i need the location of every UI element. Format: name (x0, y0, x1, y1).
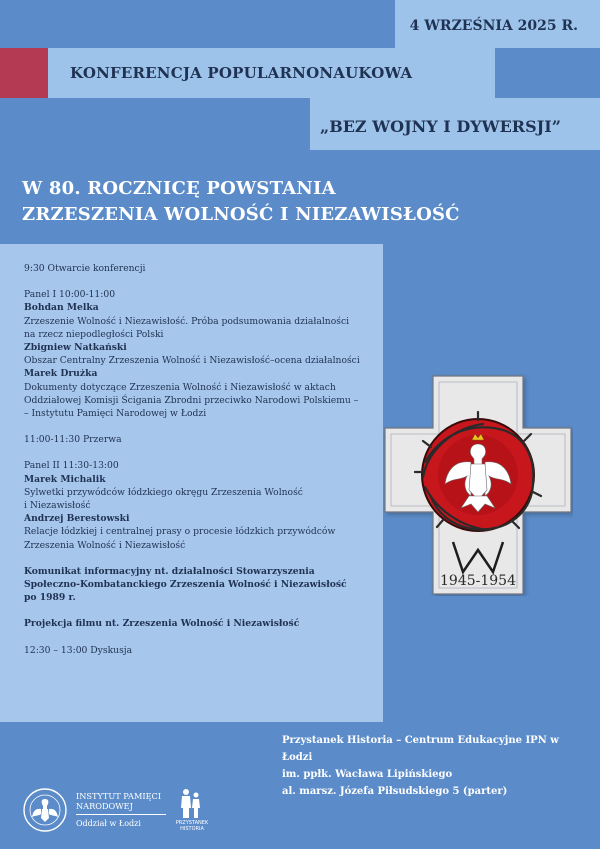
conference-title: KONFERENCJA POPULARNONAUKOWA (70, 64, 413, 82)
przystanek-historia-logo (170, 786, 214, 836)
emblem-years: 1945-1954 (440, 573, 516, 589)
header-accent-square (0, 48, 48, 98)
opening-item: 9:30 Otwarcie konferencji (24, 263, 146, 274)
speaker-name: Bohdan Melka (24, 302, 99, 314)
talk-line: Zrzeszenia Wolność i Niezawisłość (24, 539, 186, 551)
communique-line: Społeczno-Kombatanckiego Zrzeszenia Wolność i Niezawisłość (24, 579, 347, 591)
anniversary-heading (22, 176, 542, 228)
talk-line: Relacje łódzkiej i centralnej prasy o procesie łódzkich przywódców (24, 526, 336, 538)
ipn-seal-icon (22, 787, 68, 833)
talk-line: – Instytutu Pamięci Narodowej w Łodzi (24, 408, 207, 420)
panel2-title: Panel II 11:30-13:00 (24, 460, 119, 472)
anniversary-line-1: W 80. ROCZNICĘ POWSTANIA (22, 178, 336, 199)
film-item: Projekcja filmu nt. Zrzeszenia Wolność i Niezawisłość (24, 618, 300, 630)
panel1-title: Panel I 10:00-11:00 (24, 289, 116, 301)
talk-line: Oddziałowej Komisji Ścigania Zbrodni przeciwko Narodowi Polskiemu – (24, 394, 359, 406)
communique-line: Komunikat informacyjny nt. działalności Stowarzyszenia (24, 565, 315, 577)
cross-icon (383, 372, 573, 596)
talk-line: Zrzeszenie Wolność i Niezawisłość. Próba podsumowania działalności (24, 315, 350, 327)
win-cross-emblem (383, 372, 573, 596)
break-item: 11:00-11:30 Przerwa (24, 434, 122, 446)
program-panel (0, 244, 383, 722)
ipn-divider (76, 814, 166, 815)
talk-line: na rzecz niepodległości Polski (24, 328, 164, 340)
ph-line-1: PRZYSTANEK (175, 820, 209, 826)
ipn-logo (22, 787, 182, 837)
speaker-name: Marek Michalik (24, 473, 106, 485)
talk-line: Sylwetki przywódców łódzkiego okręgu Zrzeszenia Wolność (24, 486, 303, 498)
ph-line-2: HISTORIA (180, 826, 204, 832)
talk-line: Obszar Centralny Zrzeszenia Wolność i Niezawisłość–ocena działalności (24, 355, 360, 367)
communique-line: po 1989 r. (24, 592, 76, 604)
speaker-name: Zbigniew Natkański (24, 342, 127, 354)
conference-subtitle: „BEZ WOJNY I DYWERSJI” (320, 117, 561, 136)
venue-line-1: Przystanek Historia – Centrum Edukacyjne IPN w Łodzi (282, 735, 559, 763)
discussion-item: 12:30 – 13:00 Dyskusja (24, 644, 133, 656)
people-icon (170, 786, 214, 820)
talk-line: i Niezawisłość (24, 500, 91, 512)
ipn-name-line-2: NARODOWEJ (76, 801, 133, 811)
ipn-name (76, 791, 176, 811)
anniversary-line-2: ZRZESZENIA WOLNOŚĆ I NIEZAWISŁOŚĆ (22, 204, 460, 225)
venue-line-3: al. marsz. Józefa Piłsudskiego 5 (parter) (282, 786, 508, 797)
ipn-name-line-1: INSTYTUT PAMIĘCI (76, 791, 162, 801)
venue-line-2: im. ppłk. Wacława Lipińskiego (282, 769, 453, 780)
event-date: 4 WRZEŚNIA 2025 R. (409, 18, 578, 34)
speaker-name: Andrzej Berestowski (24, 513, 130, 525)
przystanek-historia-text (170, 820, 214, 832)
venue-block (282, 732, 592, 800)
talk-line: Dokumenty dotyczące Zrzeszenia Wolność i Niezawisłość w aktach (24, 381, 336, 393)
ipn-branch: Oddział w Łodzi (76, 819, 141, 828)
speaker-name: Marek Drużka (24, 368, 98, 380)
